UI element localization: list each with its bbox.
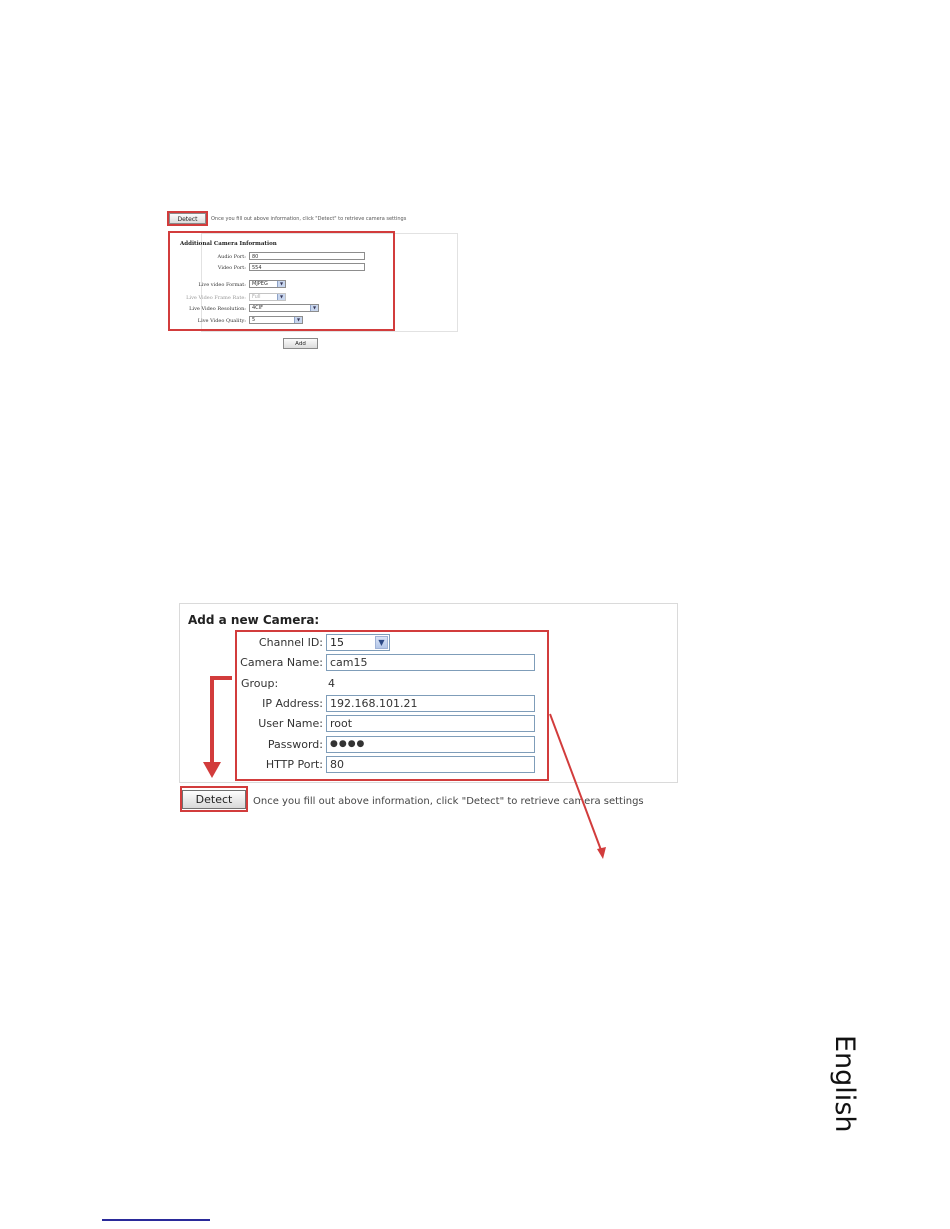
http-port-input[interactable]: 80 bbox=[326, 756, 535, 773]
live-video-format-label: Live video Format: bbox=[198, 282, 246, 288]
group-label: Group: bbox=[241, 677, 279, 690]
detect-arrow-head bbox=[203, 762, 221, 778]
video-port-input[interactable]: 554 bbox=[249, 263, 365, 271]
language-label: English bbox=[829, 1035, 860, 1133]
channel-id-value: 15 bbox=[330, 636, 344, 649]
section-title: Additional Camera Information bbox=[180, 241, 277, 247]
live-video-quality-label: Live Video Quality: bbox=[197, 318, 246, 324]
video-port-label: Video Port: bbox=[217, 265, 246, 271]
user-name-input[interactable]: root bbox=[326, 715, 535, 732]
chevron-down-icon: ▼ bbox=[375, 636, 388, 649]
channel-id-label: Channel ID: bbox=[258, 636, 323, 649]
http-port-label: HTTP Port: bbox=[265, 758, 323, 771]
diagonal-arrow-line bbox=[550, 714, 601, 850]
panel-title: Add a new Camera: bbox=[188, 613, 320, 627]
live-video-frame-rate-value: Full bbox=[252, 294, 261, 300]
camera-name-label: Camera Name: bbox=[240, 656, 323, 669]
live-video-quality-value: 5 bbox=[252, 317, 256, 323]
add-button[interactable]: Add bbox=[283, 338, 318, 349]
diagonal-arrow-head bbox=[597, 847, 606, 859]
live-video-format-value: MJPEG bbox=[252, 281, 268, 287]
password-input[interactable]: ●●●● bbox=[326, 736, 535, 753]
audio-port-label: Audio Port: bbox=[217, 254, 246, 260]
detect-button[interactable]: Detect bbox=[182, 790, 246, 809]
live-video-resolution-label: Live Video Resolution: bbox=[189, 306, 246, 312]
live-video-resolution-value: 4CIF bbox=[252, 305, 264, 311]
detect-button[interactable]: Detect bbox=[169, 213, 206, 224]
footer-rule bbox=[102, 1219, 210, 1221]
chevron-down-icon: ▼ bbox=[294, 317, 302, 323]
detect-arrow-line bbox=[212, 678, 232, 766]
detect-note: Once you fill out above information, click "Detect" to retrieve camera settings bbox=[253, 796, 644, 807]
password-label: Password: bbox=[267, 738, 323, 751]
ip-address-label: IP Address: bbox=[262, 697, 323, 710]
detect-note: Once you fill out above information, click "Detect" to retrieve camera settings bbox=[211, 216, 407, 222]
group-value: 4 bbox=[328, 677, 335, 690]
ip-address-input[interactable]: 192.168.101.21 bbox=[326, 695, 535, 712]
chevron-down-icon: ▼ bbox=[310, 305, 318, 311]
chevron-down-icon: ▼ bbox=[277, 294, 285, 300]
chevron-down-icon: ▼ bbox=[277, 281, 285, 287]
audio-port-input[interactable]: 80 bbox=[249, 252, 365, 260]
camera-name-input[interactable]: cam15 bbox=[326, 654, 535, 671]
live-video-frame-rate-label: Live Video Frame Rate: bbox=[186, 295, 246, 301]
user-name-label: User Name: bbox=[258, 717, 323, 730]
language-tab bbox=[812, 1035, 872, 1145]
